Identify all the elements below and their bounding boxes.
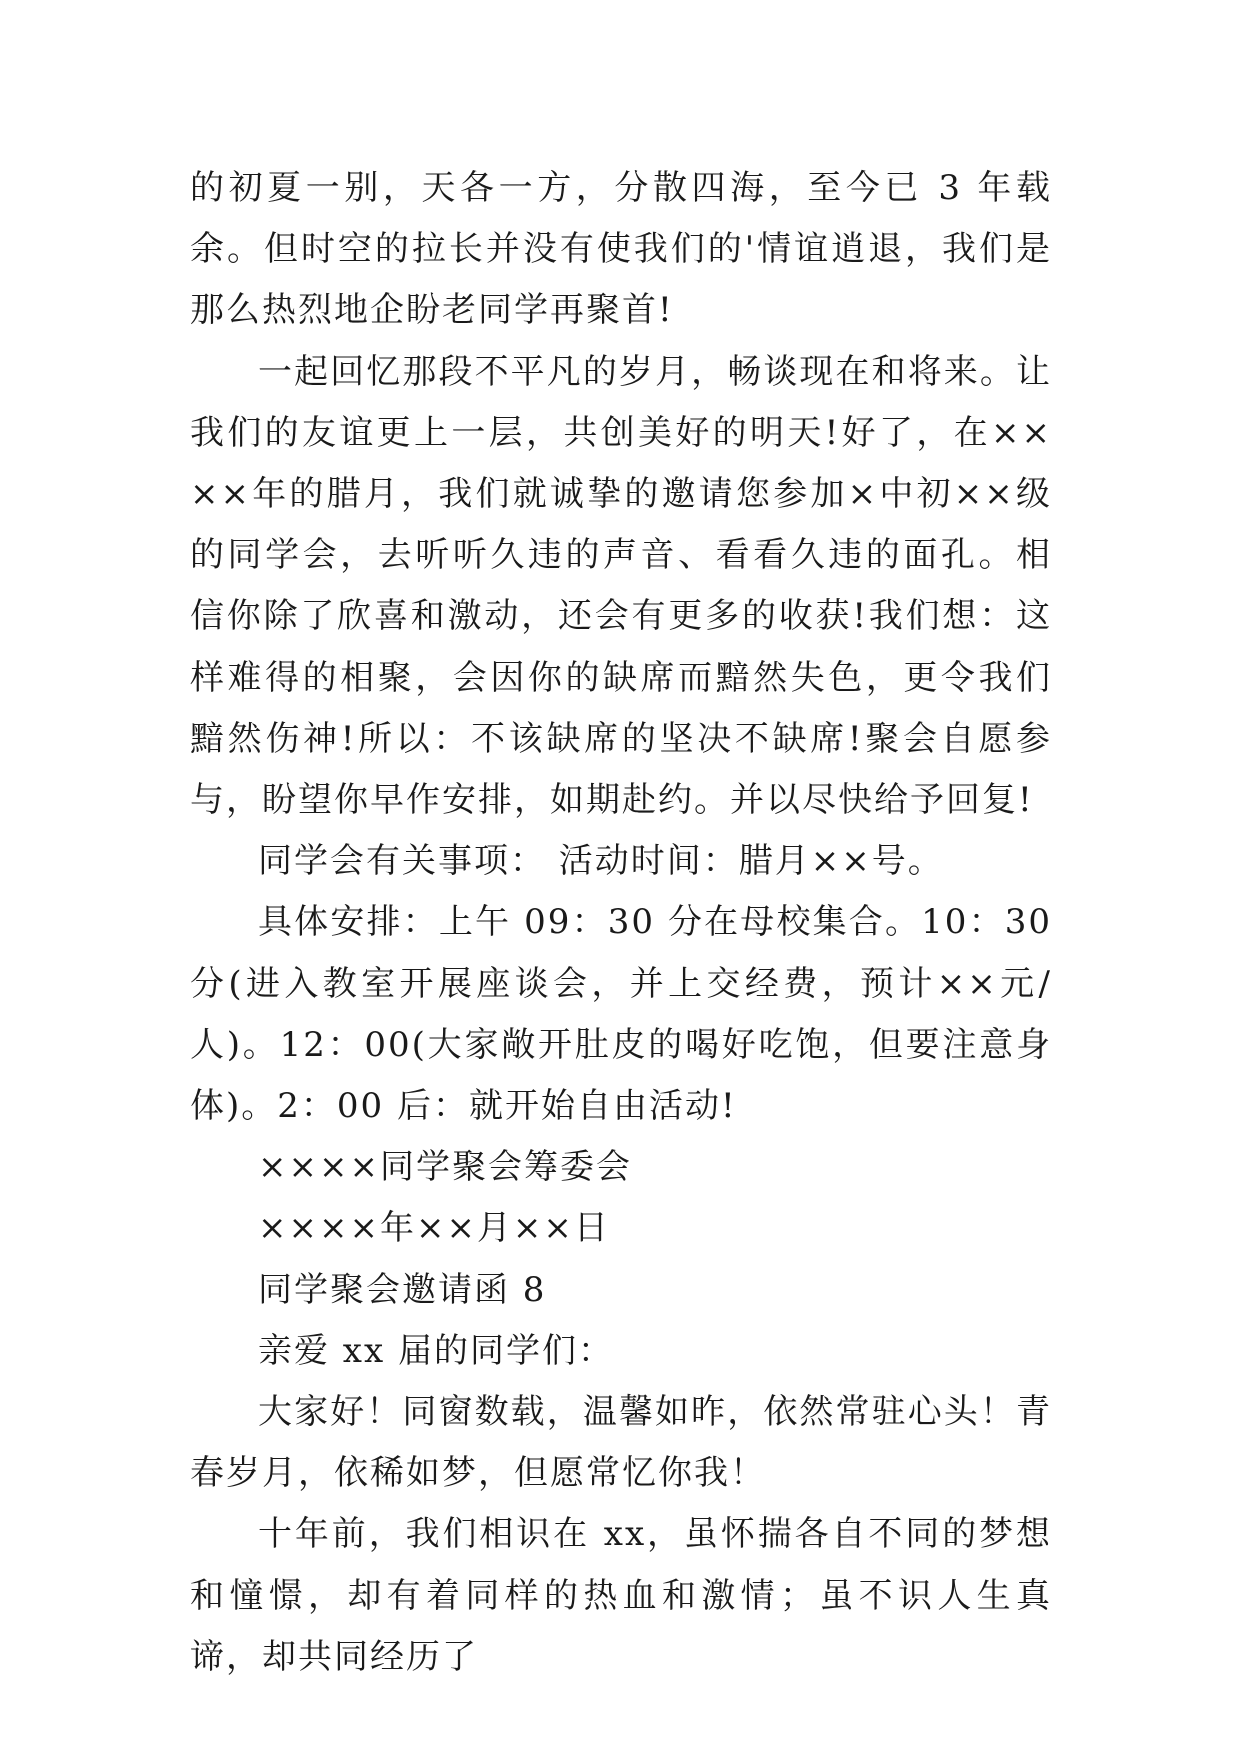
paragraph-greeting: 大家好！同窗数载，温馨如昨，依然常驻心头！青春岁月，依稀如梦，但愿常忆你我！ [190, 1392, 1052, 1494]
paragraph-invitation: 一起回忆那段不平凡的岁月，畅谈现在和将来。让我们的友谊更上一层，共创美好的明天!好了，在××××年的腊月，我们就诚挚的邀请您参加×中初××级的同学会，去听听久违的声音、看看久违的面孔。相信你除了欣喜和激动，还会有更多的收获!我们想：这样难得的相聚，会因你的缺席而黯然失色，更令我们黯然伤神!所以：不该缺席的坚决不缺席!聚会自愿参与，盼望你早作安排，如期赴约。并以尽快给予回复! [190, 351, 1052, 821]
signature-date: ××××年××月××日 [258, 1208, 610, 1249]
document-body [190, 158, 1052, 1688]
signature-committee: ××××同学聚会筹委会 [258, 1147, 632, 1188]
paragraph-intro-continued: 的初夏一别，天各一方，分散四海，至今已 3 年载余。但时空的拉长并没有使我们的'情谊逍退，我们是那么热烈地企盼老同学再聚首! [190, 168, 1052, 331]
paragraph-event-time: 同学会有关事项： 活动时间：腊月××号。 [258, 841, 944, 882]
section-heading: 同学聚会邀请函 8 [258, 1269, 547, 1310]
paragraph-memories: 十年前，我们相识在 xx，虽怀揣各自不同的梦想和憧憬，却有着同样的热血和激情；虽不识人生真谛，却共同经历了 [190, 1514, 1052, 1677]
salutation: 亲爱 xx 届的同学们： [258, 1330, 614, 1371]
paragraph-schedule: 具体安排：上午 09：30 分在母校集合。10：30 分(进入教室开展座谈会，并上交经费，预计××元/人)。12：00(大家敞开肚皮的喝好吃饱，但要注意身体)。2：00 后：就开始自由活动! [190, 902, 1052, 1127]
